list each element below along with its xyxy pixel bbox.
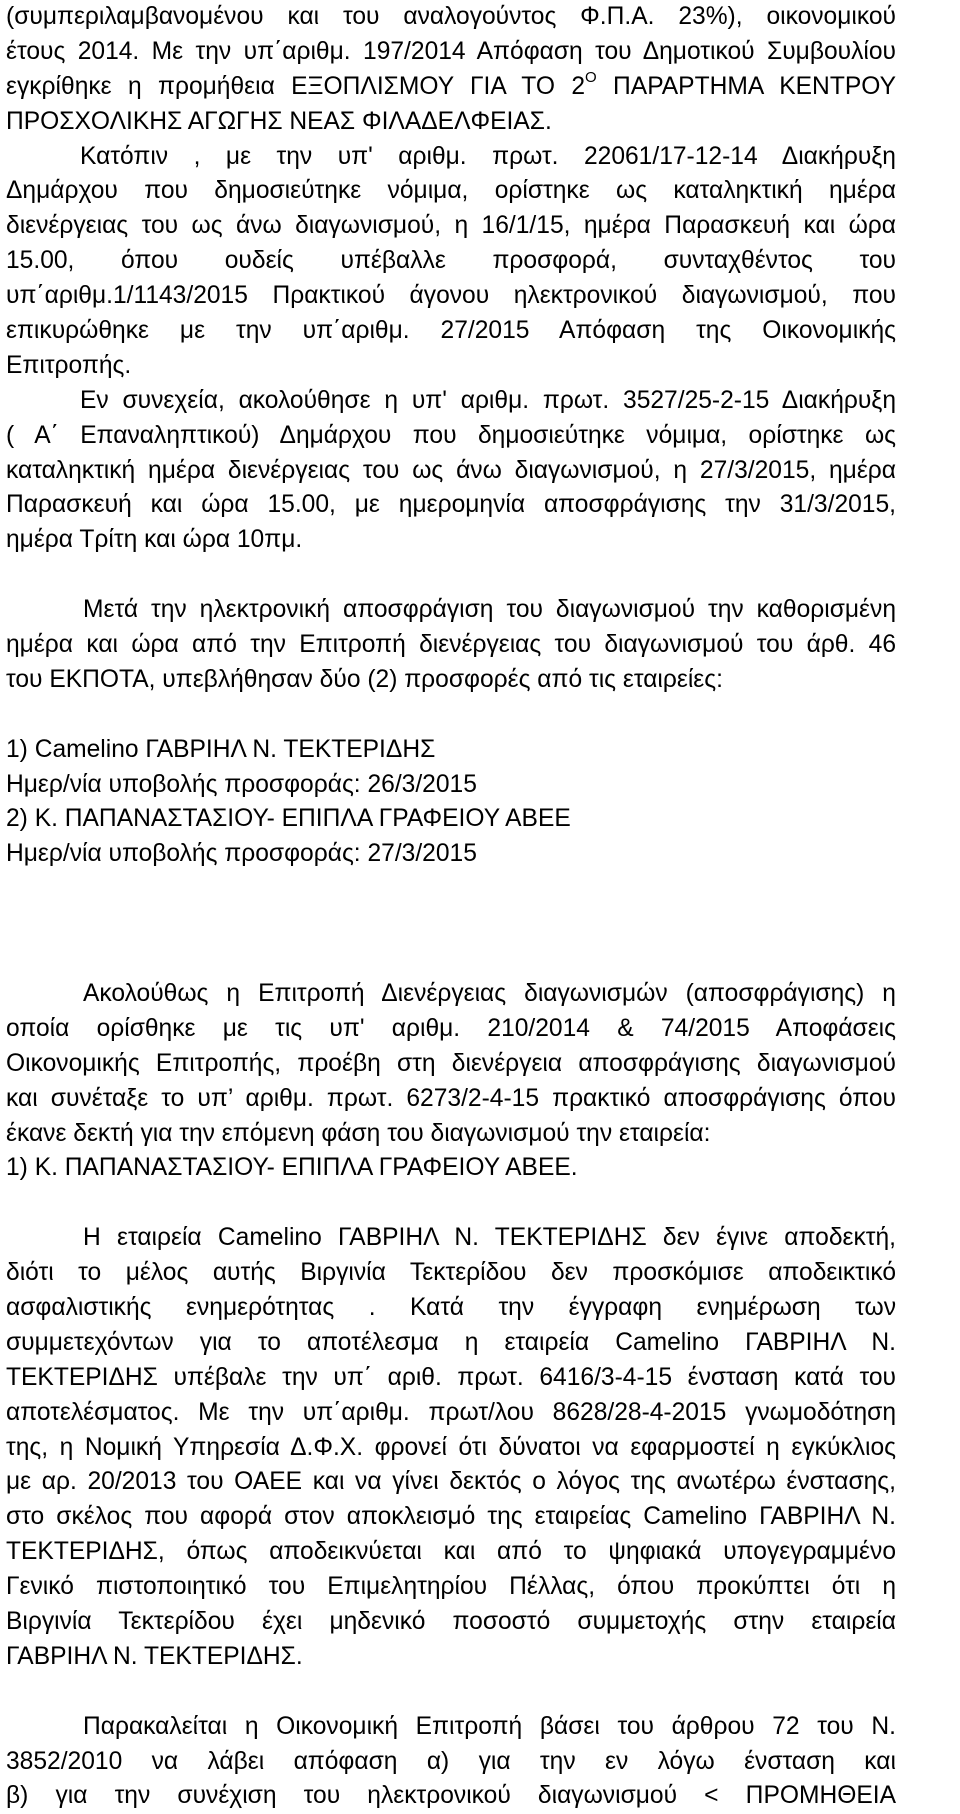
text-line-with-superscript xyxy=(6,70,896,105)
text-line: Δημάρχου που δημοσιεύτηκε νόμιμα, ορίστηκε ως καταληκτική ημέρα xyxy=(6,177,896,205)
text-line: ΓΑΒΡΙΗΛ Ν. ΤΕΚΤΕΡΙΔΗΣ. xyxy=(6,1642,303,1670)
text-line: β) για την συνέχιση του ηλεκτρονικού διαγωνισμού < ΠΡΟΜΗΘΕΙΑ xyxy=(6,1782,896,1810)
text-line: διενέργειας του ως άνω διαγωνισμού, η 16/1/15, ημέρα Παρασκευή και ώρα xyxy=(6,212,896,240)
text-line: ΤΕΚΤΕΡΙΔΗΣ υπέβαλε την υπ΄ αριθ. πρωτ. 6416/3-4-15 ένσταση κατά του xyxy=(6,1363,896,1391)
text-line: καταληκτική ημέρα διενέργειας του ως άνω διαγωνισμού, η 27/3/2015, ημέρα xyxy=(6,456,896,484)
text-line: ΠΡΟΣΧΟΛΙΚΗΣ ΑΓΩΓΗΣ ΝΕΑΣ ΦΙΛΑΔΕΛΦΕΙΑΣ. xyxy=(6,107,552,135)
text-line: ΤΕΚΤΕΡΙΔΗΣ, όπως αποδεικνύεται και από το ψηφιακά υπογεγραμμένο xyxy=(6,1538,896,1566)
text-line: του ΕΚΠΟΤΑ, υπεβλήθησαν δύο (2) προσφορές από τις εταιρείες: xyxy=(6,665,723,693)
text-line: ημέρα και ώρα από την Επιτροπή διενέργειας του διαγωνισμού του άρθ. 46 xyxy=(6,631,896,659)
text-line: Παρασκευή και ώρα 15.00, με ημερομηνία αποσφράγισης την 31/3/2015, xyxy=(6,491,896,519)
text-line: Μετά την ηλεκτρονική αποσφράγιση του διαγωνισμού την καθορισμένη xyxy=(83,596,896,624)
paragraph-unsealing xyxy=(6,593,896,698)
text-segment: ΠΑΡΑΡΤΗΜΑ ΚΕΝΤΡΟΥ xyxy=(596,72,896,100)
document-page xyxy=(6,0,896,1814)
text-line: Εν συνεχεία, ακολούθησε η υπ' αριθμ. πρωτ. 3527/25-2-15 Διακήρυξη xyxy=(80,386,896,414)
text-line: ( Α΄ Επαναληπτικού) Δημάρχου που δημοσιεύτηκε νόμιμα, ορίστηκε ως xyxy=(6,421,896,449)
offer-item xyxy=(6,733,896,803)
text-segment: εγκρίθηκε η προμήθεια ΕΞΟΠΛΙΣΜΟΥ ΓΙΑ ΤΟ 2 xyxy=(6,72,586,100)
blank-line xyxy=(6,698,896,733)
text-line: της, η Νομική Υπηρεσία Δ.Φ.Χ. φρονεί ότι δύνατοι να εφαρμοστεί η εγκύκλιος xyxy=(6,1433,896,1461)
text-line: Παρακαλείται η Οικονομική Επιτροπή βάσει του άρθρου 72 του Ν. xyxy=(83,1712,896,1740)
text-line: με αρ. 20/2013 του ΟΑΕΕ και να γίνει δεκτός ο λόγος της ανωτέρω ένστασης, xyxy=(6,1468,896,1496)
text-line: επικυρώθηκε με την υπ΄αριθμ. 27/2015 Απόφαση της Οικονομικής xyxy=(6,317,896,345)
text-line: υπ΄αριθμ.1/1143/2015 Πρακτικού άγονου ηλεκτρονικού διαγωνισμού, που xyxy=(6,282,896,310)
text-line: (συμπεριλαμβανομένου και του αναλογούντος Φ.Π.Α. 23%), οικονομικού xyxy=(6,3,896,30)
offers-list xyxy=(6,733,896,873)
blank-line xyxy=(6,942,896,977)
text-line: Γενικό πιστοποιητικό του Επιμελητηρίου Πέλλας, όπου προκύπτει ότι η xyxy=(6,1573,896,1601)
blank-line xyxy=(6,907,896,942)
text-line: Οικονομικής Επιτροπής, προέβη στη διενέργεια αποσφράγισης διαγωνισμού xyxy=(6,1049,896,1077)
offer-company: 1) Camelino ΓΑΒΡΙΗΛ Ν. ΤΕΚΤΕΡΙΔΗΣ xyxy=(6,735,436,763)
offer-date: Ημερ/νία υποβολής προσφοράς: 27/3/2015 xyxy=(6,840,477,868)
offer-item xyxy=(6,802,896,872)
offer-company: 2) Κ. ΠΑΠΑΝΑΣΤΑΣΙΟΥ- ΕΠΙΠΛΑ ΓΡΑΦΕΙΟΥ ΑΒΕΕ xyxy=(6,805,571,833)
text-line: 1) Κ. ΠΑΠΑΝΑΣΤΑΣΙΟΥ- ΕΠΙΠΛΑ ΓΡΑΦΕΙΟΥ ΑΒΕΕ. xyxy=(6,1154,578,1182)
paragraph-repeat-tender xyxy=(6,384,896,558)
text-line: Κατόπιν , με την υπ' αριθμ. πρωτ. 22061/17-12-14 Διακήρυξη xyxy=(80,142,896,170)
text-line: ασφαλιστικής ενημερότητας . Κατά την έγγραφη ενημέρωση των xyxy=(6,1293,896,1321)
text-line: συμμετεχόντων για το αποτέλεσμα η εταιρεία Camelino ΓΑΒΡΙΗΛ Ν. xyxy=(6,1328,896,1356)
text-line: διότι το μέλος αυτής Βιργινία Τεκτερίδου δεν προσκόμισε αποδεικτικό xyxy=(6,1259,896,1287)
blank-line xyxy=(6,558,896,593)
blank-line xyxy=(6,1675,896,1710)
superscript: Ο xyxy=(585,69,597,86)
text-line: Ακολούθως η Επιτροπή Διενέργειας διαγωνισμών (αποσφράγισης) η xyxy=(83,979,896,1007)
blank-line xyxy=(6,872,896,907)
text-line: ημέρα Τρίτη και ώρα 10πμ. xyxy=(6,526,303,554)
text-line: αποτελέσματος. Με την υπ΄αριθμ. πρωτ/λου 8628/28-4-2015 γνωμοδότηση xyxy=(6,1398,896,1426)
text-line: έκανε δεκτή για την επόμενη φάση του διαγωνισμού την εταιρεία: xyxy=(6,1119,711,1147)
paragraph-intro xyxy=(6,0,896,140)
text-line: Επιτροπής. xyxy=(6,351,132,379)
text-line: έτους 2014. Με την υπ΄αριθμ. 197/2014 Απόφαση του Δημοτικού Συμβουλίου xyxy=(6,37,896,65)
text-line: και συνέταξε το υπ’ αριθμ. πρωτ. 6273/2-4-15 πρακτικό αποσφράγισης όπου xyxy=(6,1084,896,1112)
paragraph-objection xyxy=(6,1221,896,1675)
paragraph-first-tender xyxy=(6,140,896,384)
paragraph-request xyxy=(6,1710,896,1814)
text-line: στο σκέλος που αφορά στον αποκλεισμό της εταιρείας Camelino ΓΑΒΡΙΗΛ Ν. xyxy=(6,1503,896,1531)
paragraph-committee xyxy=(6,977,896,1186)
text-line: Βιργινία Τεκτερίδου έχει μηδενικό ποσοστό συμμετοχής στην εταιρεία xyxy=(6,1607,896,1635)
text-line: 3852/2010 να λάβει απόφαση α) για την εν λόγω ένσταση και xyxy=(6,1747,896,1775)
text-line: οποία ορίσθηκε με τις υπ' αριθμ. 210/2014 & 74/2015 Αποφάσεις xyxy=(6,1014,896,1042)
blank-line xyxy=(6,1186,896,1221)
text-line: 15.00, όπου ουδείς υπέβαλλε προσφορά, συνταχθέντος του xyxy=(6,247,896,275)
offer-date: Ημερ/νία υποβολής προσφοράς: 26/3/2015 xyxy=(6,770,477,798)
text-line: Η εταιρεία Camelino ΓΑΒΡΙΗΛ Ν. ΤΕΚΤΕΡΙΔΗΣ δεν έγινε αποδεκτή, xyxy=(83,1224,896,1252)
